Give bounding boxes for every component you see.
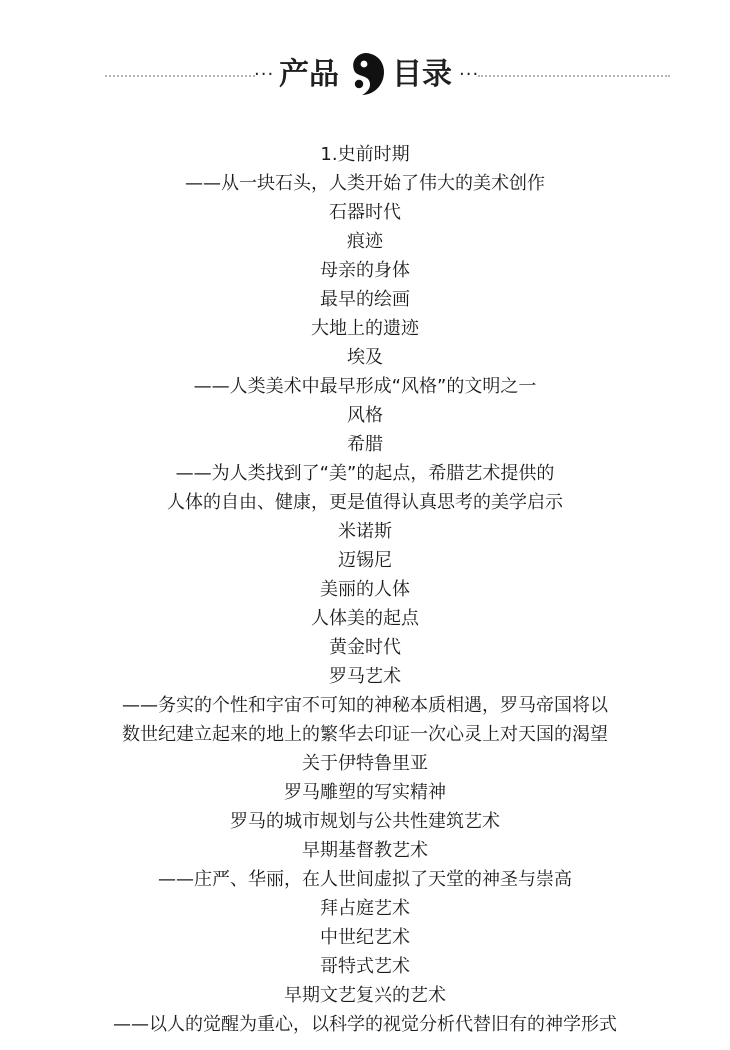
toc-item: 迈锡尼 [338,550,392,571]
toc-item: 人体的自由、健康，更是值得认真思考的美学启示 [167,492,563,513]
toc-item: 数世纪建立起来的地上的繁华去印证一次心灵上对天国的渴望 [122,724,608,745]
dot-accent-right: ··· [459,64,480,85]
dark-swirl-logo-icon [346,51,388,97]
toc-item: ——从一块石头，人类开始了伟大的美术创作 [185,173,545,194]
toc-item: 早期文艺复兴的艺术 [284,985,446,1006]
toc-item: ——人类美术中最早形成“风格”的文明之一 [193,376,537,397]
toc-item: 风格 [347,405,383,426]
toc-item: 早期基督教艺术 [302,840,428,861]
table-of-contents [0,140,730,1039]
toc-item: 罗马的城市规划与公共性建筑艺术 [230,811,500,832]
page-title-left: 产品 [279,57,339,92]
toc-item: 美丽的人体 [320,579,410,600]
toc-item: 人体美的起点 [311,608,419,629]
toc-item: 痕迹 [347,231,383,252]
toc-item: 埃及 [347,347,383,368]
dotted-divider-right [478,75,670,77]
toc-item: 黄金时代 [329,637,401,658]
toc-item: ——以人的觉醒为重心，以科学的视觉分析代替旧有的神学形式 [113,1014,617,1035]
toc-item: 关于伊特鲁里亚 [302,753,428,774]
dot-accent-left: ··· [254,64,275,85]
toc-item: 石器时代 [329,202,401,223]
toc-item: 希腊 [347,434,383,455]
catalog-header [0,48,730,104]
toc-item: ——务实的个性和宇宙不可知的神秘本质相遇，罗马帝国将以 [122,695,608,716]
toc-item: 拜占庭艺术 [320,898,410,919]
toc-item: 罗马雕塑的写实精神 [284,782,446,803]
toc-item: ——庄严、华丽，在人世间虚拟了天堂的神圣与崇高 [158,869,572,890]
dotted-divider-left [105,75,255,77]
toc-item: 母亲的身体 [320,260,410,281]
page-title-right: 目录 [392,57,452,92]
toc-item: 哥特式艺术 [320,956,410,977]
toc-item: 1.史前时期 [320,144,410,165]
toc-item: 最早的绘画 [320,289,410,310]
toc-item: 米诺斯 [338,521,392,542]
toc-item: 大地上的遗迹 [311,318,419,339]
toc-item: 罗马艺术 [329,666,401,687]
toc-item: 中世纪艺术 [320,927,410,948]
toc-item: ——为人类找到了“美”的起点，希腊艺术提供的 [175,463,555,484]
